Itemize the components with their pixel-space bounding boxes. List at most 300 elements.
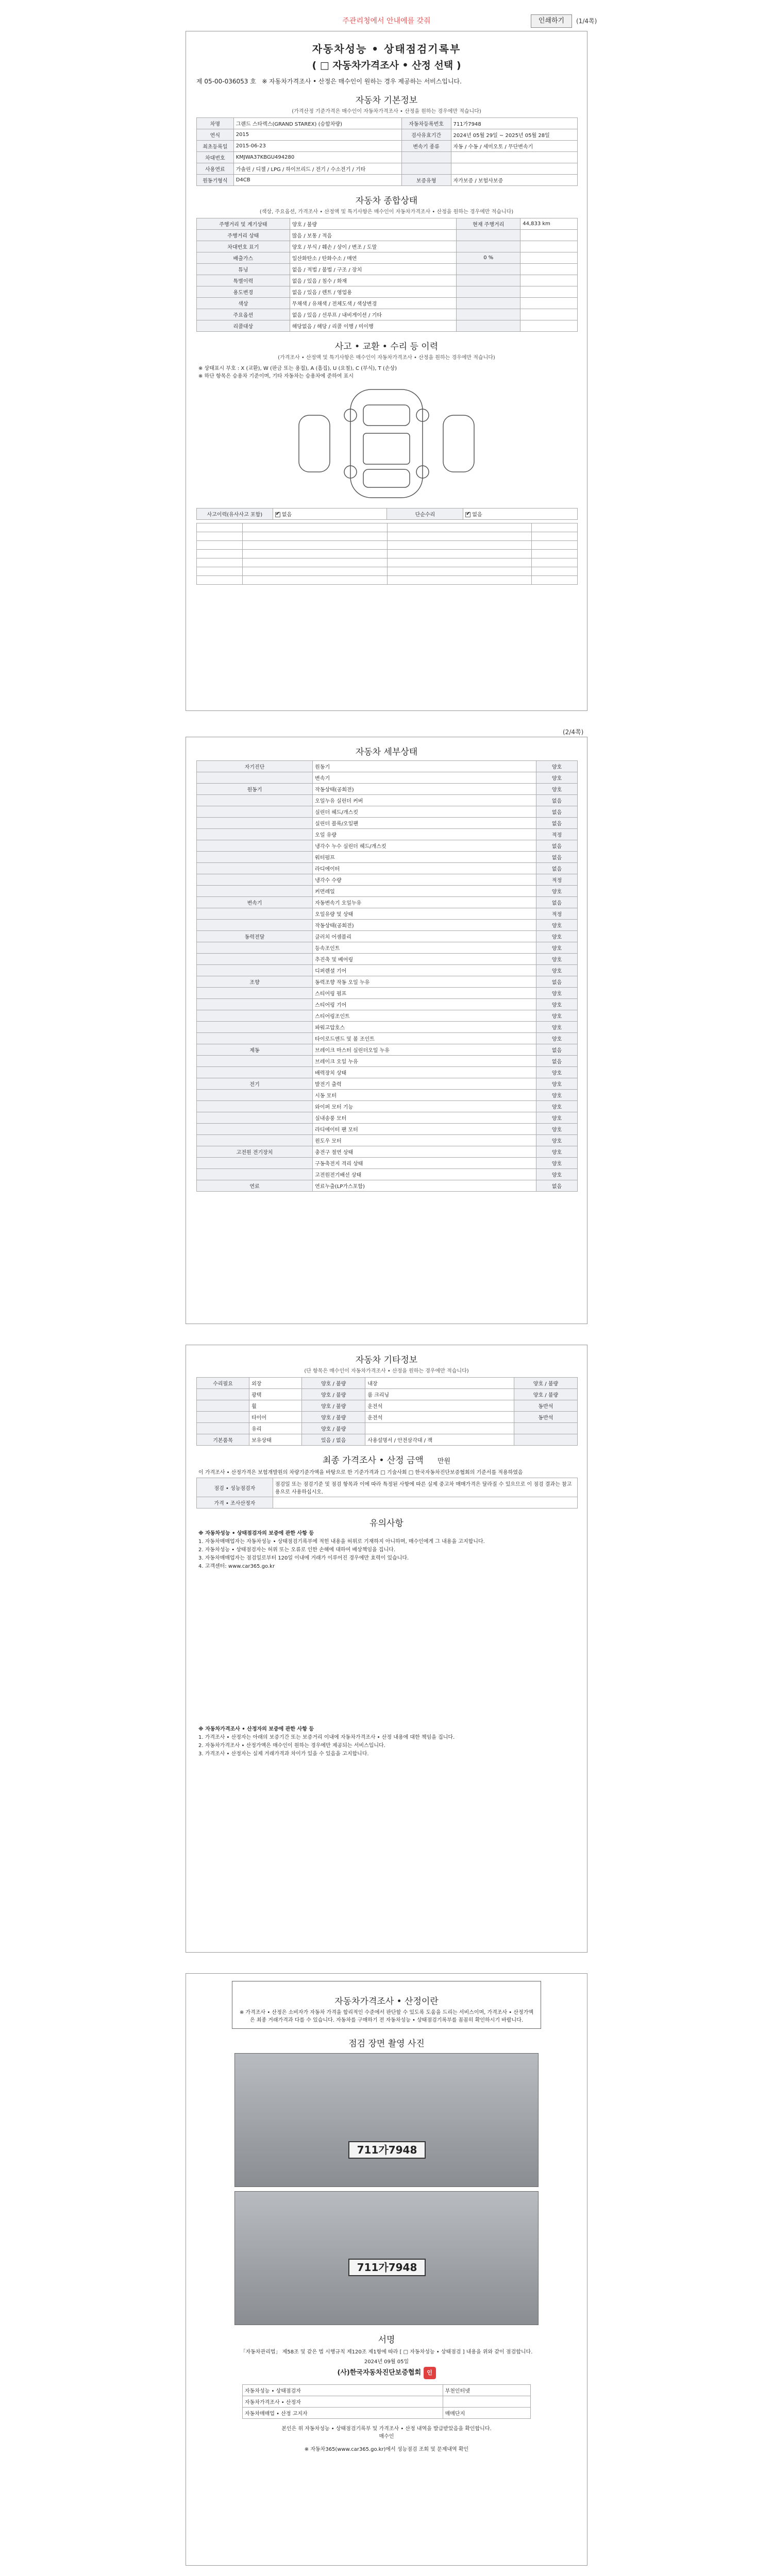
detail-cell: 타이로드엔드 및 볼 조인트	[313, 1033, 536, 1044]
detail-cell: 없음	[536, 852, 578, 863]
detail-row	[197, 1078, 578, 1090]
other-cell: 양호 / 불량	[514, 1389, 577, 1400]
detail-cell: 양호	[536, 1022, 578, 1033]
detail-cell: 오일 유량	[313, 829, 536, 840]
basic-cell: 자가보증 / 보험사보증	[451, 175, 577, 186]
status-cell: 양호 / 불량	[290, 218, 457, 230]
history-value: ✔ 없음	[273, 509, 387, 520]
page-2	[186, 737, 587, 1324]
status-cell	[520, 264, 578, 275]
detail-row	[197, 1135, 578, 1146]
detail-cell	[197, 999, 313, 1010]
other-subtitle: (단 항목은 매수인이 자동차가격조사 • 산정을 원하는 경우에만 적습니다)	[304, 1368, 469, 1374]
detail-title: 자동차 세부상태	[355, 747, 418, 757]
detail-cell: 적정	[536, 829, 578, 840]
detail-row	[197, 920, 578, 931]
basic-table	[196, 117, 578, 186]
basic-cell	[401, 152, 451, 163]
page-footer: ※ 자동차365(www.car365.go.kr)에서 성능점검 조회 및 문제내역 확인	[304, 2447, 469, 2452]
detail-cell: 스티어링 펌프	[313, 988, 536, 999]
detail-cell: 양호	[536, 1101, 578, 1112]
detail-row	[197, 1090, 578, 1101]
detail-row	[197, 1101, 578, 1112]
status-row	[197, 241, 578, 252]
detail-cell	[197, 920, 313, 931]
detail-cell	[197, 772, 313, 784]
detail-cell	[197, 1033, 313, 1044]
other-cell: 양호 / 불량	[514, 1378, 577, 1389]
other-cell	[197, 1389, 249, 1400]
other-cell: 기본품목	[197, 1434, 249, 1446]
doc-title-choice: ( □ 자동차가격조사 • 산정 선택 )	[312, 60, 461, 71]
detail-cell: 실린더 블록/오일팬	[313, 818, 536, 829]
basic-row	[197, 129, 578, 141]
status-cell: 양호 / 부식 / 훼손 / 상이 / 변조 / 도말	[290, 241, 457, 252]
detail-cell: 원동기	[197, 784, 313, 795]
basic-row	[197, 141, 578, 152]
status-cell: 튜닝	[197, 264, 290, 275]
plate-rear: 711가7948	[348, 2259, 426, 2276]
basic-row	[197, 163, 578, 175]
basic-row	[197, 152, 578, 163]
status-row	[197, 286, 578, 298]
accident-table	[196, 508, 578, 520]
other-cell: 양호 / 불량	[302, 1412, 365, 1423]
vehicle-photo-front	[234, 2053, 539, 2187]
status-row	[197, 320, 578, 332]
detail-cell: 연료누출(LP가스포함)	[313, 1180, 536, 1192]
detail-cell: 실내송풍 모터	[313, 1112, 536, 1124]
other-cell: 양호 / 불량	[302, 1423, 365, 1434]
detail-cell: 없음	[536, 1056, 578, 1067]
basic-cell: 연식	[197, 129, 234, 141]
detail-cell	[197, 1090, 313, 1101]
notes-title: 유의사항	[369, 1518, 404, 1529]
detail-cell: 시동 모터	[313, 1090, 536, 1101]
detail-cell: 배력장치 상태	[313, 1067, 536, 1078]
other-cell: 유리	[249, 1423, 302, 1434]
accident-parts-table	[196, 523, 578, 585]
stamp-icon: 인	[424, 2367, 436, 2379]
basic-cell: 가솔린 / 디젤 / LPG / 하이브리드 / 전기 / 수소전기 / 기타	[233, 163, 401, 175]
detail-row	[197, 897, 578, 908]
detail-row	[197, 886, 578, 897]
detail-row	[197, 965, 578, 976]
detail-cell: 발전기 출력	[313, 1078, 536, 1090]
detail-cell	[197, 1056, 313, 1067]
detail-cell: 없음	[536, 897, 578, 908]
detail-cell	[197, 942, 313, 954]
detail-cell: 없음	[536, 818, 578, 829]
detail-row	[197, 942, 578, 954]
detail-cell	[197, 1135, 313, 1146]
status-cell: 용도변경	[197, 286, 290, 298]
detail-row	[197, 976, 578, 988]
status-cell: 리콜대상	[197, 320, 290, 332]
sign-receiver: 매수인	[379, 2434, 394, 2439]
status-cell	[457, 230, 520, 241]
detail-cell: 양호	[536, 886, 578, 897]
other-cell: 운전석	[365, 1400, 514, 1412]
detail-cell: 워터펌프	[313, 852, 536, 863]
status-cell	[457, 286, 520, 298]
detail-cell: 냉각수 누수 실린더 헤드/개스킷	[313, 840, 536, 852]
status-cell: 44,833 km	[520, 218, 578, 230]
detail-cell: 브레이크 오일 누유	[313, 1056, 536, 1067]
notes-body: ※ 자동차성능 • 상태점검자의 보증에 관한 사항 등 1. 자동차매매업자는 자동차성능 • 상태점검기록부에 적힌 내용을 허위로 기재하지 아니하며, 매수인에게 그 내용을 고지합니다. 2. 자동차성능 • 상태점검자는 허위 또는 오류로 인한 손해에 대하여 배상책임을 집니다. 3. 자동차매매업자는 점검일로부터 120일 이내에 거래가 이루어진 경우에만 효력이 있습니다. 4. 고객센터: www.car365.go.kr ※ 자동차가격조사 • 산정자의 보증에 관한 사항 등 1. 가격조사 • 산정자는 아래의 보증기간 또는 보증거리 이내에 자동차가격조사 • 산정 내용에 대한 책임을 집니다. 2. 자동차가격조사 • 산정가액은 매수인이 원하는 경우에만 제공되는 서비스입니다. 3. 가격조사 • 산정자는 실제 거래가격과 차이가 있을 수 있음을 고지합니다.	[198, 1531, 485, 1757]
basic-cell: 변속기 종류	[401, 141, 451, 152]
detail-cell: 등속조인트	[313, 942, 536, 954]
basic-row	[197, 175, 578, 186]
detail-cell: 없음	[536, 863, 578, 874]
accident-subtitle: (가격조사 • 산정액 및 특기사항은 매수인이 자동차가격조사 • 산정을 원하는 경우에만 적습니다)	[278, 355, 495, 361]
detail-row	[197, 1056, 578, 1067]
detail-row	[197, 1044, 578, 1056]
status-cell: 없음 / 있음 / 렌트 / 영업용	[290, 286, 457, 298]
basic-subtitle: (가격산정 기준가격은 매수인이 자동차가격조사 • 산정을 원하는 경우에만 적습니다)	[292, 109, 481, 114]
detail-cell	[197, 840, 313, 852]
detail-cell: 양호	[536, 1067, 578, 1078]
status-cell	[520, 286, 578, 298]
detail-cell: 양호	[536, 942, 578, 954]
basic-cell: 자동차등록번호	[401, 118, 451, 129]
sign-footer: 본인은 위 자동차성능 • 상태점검기록부 및 가격조사 • 산정 내역을 발급받았음을 확인합니다.	[281, 2426, 492, 2432]
other-cell: 룸 크리닝	[365, 1389, 514, 1400]
other-cell: 있음 / 없음	[302, 1434, 365, 1446]
detail-cell	[197, 863, 313, 874]
other-row	[197, 1423, 578, 1434]
history-label: 사고이력(유사사고 포함)	[197, 509, 273, 520]
status-cell: 배출가스	[197, 252, 290, 264]
other-cell: 내장	[365, 1378, 514, 1389]
detail-cell: 없음	[536, 976, 578, 988]
accident-note-2: ※ 하단 항목은 승용차 기준이며, 기타 자동차는 승용차에 준하여 표시	[198, 374, 354, 379]
detail-cell: 연료	[197, 1180, 313, 1192]
detail-row	[197, 818, 578, 829]
status-cell: 없음 / 있음 / 침수 / 화재	[290, 275, 457, 286]
detail-cell: 양호	[536, 920, 578, 931]
status-cell	[520, 252, 578, 264]
page-4	[186, 1973, 587, 2566]
detail-cell: 양호	[536, 1033, 578, 1044]
detail-cell: 구동축전지 격리 상태	[313, 1158, 536, 1169]
accident-note-1: ※ 상태표시 부호 : X (교환), W (판금 또는 용접), A (흠집), U (요철), C (부식), T (손상)	[198, 366, 397, 371]
other-row	[197, 1389, 578, 1400]
status-cell: 없음 / 적법 / 불법 / 구조 / 장치	[290, 264, 457, 275]
photos-title: 점검 장면 촬영 사진	[348, 2039, 425, 2049]
detail-cell: 고전원전기배선 상태	[313, 1169, 536, 1180]
detail-cell: 양호	[536, 1135, 578, 1146]
detail-row	[197, 806, 578, 818]
detail-cell: 양호	[536, 1169, 578, 1180]
status-subtitle: (색상, 주요옵션, 가격조사 • 산정액 및 특기사항은 매수인이 자동차가격조사 • 산정을 원하는 경우에만 적습니다)	[259, 209, 514, 215]
simple-repair-value: ✔ 없음	[463, 509, 578, 520]
sign-table: 자동차성능 • 상태점검자 부천인터넷 자동차가격조사 • 산정자 자동차매매업 • 산정 고지자 매매단지	[242, 2384, 531, 2419]
other-cell: 광택	[249, 1389, 302, 1400]
detail-cell: 클러치 어셈블리	[313, 931, 536, 942]
other-cell: 타이어	[249, 1412, 302, 1423]
basic-cell: 그랜드 스타렉스(GRAND STAREX) (승합차량)	[233, 118, 401, 129]
detail-cell	[197, 818, 313, 829]
doc-no-label: 제	[196, 78, 203, 85]
detail-cell	[197, 874, 313, 886]
detail-table	[196, 760, 578, 1192]
status-cell: 차대번호 표기	[197, 241, 290, 252]
status-title: 자동차 종합상태	[355, 196, 418, 206]
other-cell: 휠	[249, 1400, 302, 1412]
status-cell	[520, 309, 578, 320]
basic-cell	[451, 163, 577, 175]
car-outline-icon	[289, 384, 484, 503]
doc-title: 자동차성능 • 상태점검기록부	[312, 43, 461, 55]
detail-cell: 고전원 전기장치	[197, 1146, 313, 1158]
doc-no-suffix: 호	[250, 78, 256, 85]
detail-cell	[197, 806, 313, 818]
status-row	[197, 298, 578, 309]
detail-row	[197, 1022, 578, 1033]
status-cell: 현재 주행거리	[457, 218, 520, 230]
detail-cell: 실린더 헤드/개스킷	[313, 806, 536, 818]
other-cell: 수리필요	[197, 1378, 249, 1389]
final-note: 이 가격조사 • 산정가격은 보험개발원의 차량기준가액을 바탕으로 한 기준가격과 □ 기술사회 □ 한국자동차진단보증협회의 기준서를 적용하였음	[198, 1470, 523, 1476]
status-cell	[457, 298, 520, 309]
status-cell	[520, 241, 578, 252]
choice-box: 자동차가격조사 • 산정이란 ※ 가격조사 • 산정은 소비자가 자동차 가격을 합리적인 수준에서 판단할 수 있도록 도움을 드리는 서비스이며, 가격조사 • 산정가액은 최종 거래가격과 다를 수 있습니다. 자동차를 구매하기 전 자동차성능 • 상태점검기록부를 꼼꼼히 확인하시기 바랍니다.	[232, 1981, 541, 2029]
detail-cell: 조향	[197, 976, 313, 988]
detail-cell	[197, 1112, 313, 1124]
other-cell: 보유상태	[249, 1434, 302, 1446]
status-cell: 색상	[197, 298, 290, 309]
detail-cell: 양호	[536, 1010, 578, 1022]
detail-cell: 전기	[197, 1078, 313, 1090]
status-cell: 주행거리 및 계기상태	[197, 218, 290, 230]
detail-row	[197, 988, 578, 999]
status-row	[197, 230, 578, 241]
page-1	[186, 31, 587, 711]
doc-number-line	[196, 77, 587, 86]
basic-cell: D4CB	[233, 175, 401, 186]
detail-row	[197, 1169, 578, 1180]
detail-cell	[197, 1010, 313, 1022]
detail-cell: 브레이크 마스터 실린더오일 누유	[313, 1044, 536, 1056]
detail-cell: 양호	[536, 761, 578, 772]
other-cell	[514, 1434, 577, 1446]
detail-cell	[197, 1124, 313, 1135]
detail-cell: 없음	[536, 1044, 578, 1056]
other-cell	[197, 1412, 249, 1423]
detail-cell: 오일유량 및 상태	[313, 908, 536, 920]
other-row	[197, 1434, 578, 1446]
doc-no: 05-00-036053	[204, 78, 248, 85]
other-cell: 동반석	[514, 1412, 577, 1423]
other-row	[197, 1378, 578, 1389]
detail-row	[197, 874, 578, 886]
detail-cell: 라디에이터	[313, 863, 536, 874]
detail-cell: 양호	[536, 1078, 578, 1090]
sign-company: (사)한국자동차진단보증협회 인	[186, 2367, 587, 2379]
detail-row	[197, 1124, 578, 1135]
sign-date: 2024년 09월 05일	[364, 2359, 409, 2365]
detail-cell: 양호	[536, 1124, 578, 1135]
detail-cell	[197, 1101, 313, 1112]
status-cell	[457, 264, 520, 275]
plate-front: 711가7948	[348, 2141, 426, 2159]
status-cell	[520, 275, 578, 286]
status-cell: 해당없음 / 해당 / 리콜 이행 / 미이행	[290, 320, 457, 332]
other-cell: 외장	[249, 1378, 302, 1389]
basic-cell	[451, 152, 577, 163]
status-row	[197, 264, 578, 275]
basic-cell: 보증유형	[401, 175, 451, 186]
other-cell	[365, 1423, 514, 1434]
detail-cell	[197, 965, 313, 976]
top-bar	[0, 0, 773, 31]
detail-row	[197, 999, 578, 1010]
detail-cell: 파워고압호스	[313, 1022, 536, 1033]
other-row	[197, 1412, 578, 1423]
basic-cell: 2015-06-23	[233, 141, 401, 152]
status-cell: 많음 / 보통 / 적음	[290, 230, 457, 241]
detail-cell: 작동상태(공회전)	[313, 784, 536, 795]
status-cell: 무채색 / 유채색 / 전체도색 / 색상변경	[290, 298, 457, 309]
top-notice: 주관리청에서 안내에를 갖줘	[342, 17, 431, 25]
detail-cell: 오일누유 실린더 커버	[313, 795, 536, 806]
basic-cell: 최초등록일	[197, 141, 234, 152]
final-title: 최종 가격조사 • 산정 금액 만원	[322, 1455, 451, 1466]
status-cell: 주요옵션	[197, 309, 290, 320]
detail-cell: 동력조향 작동 오일 누유	[313, 976, 536, 988]
detail-cell: 와이퍼 모터 기능	[313, 1101, 536, 1112]
detail-cell: 제동	[197, 1044, 313, 1056]
basic-cell: 2024년 05월 29일 ~ 2025년 05월 28일	[451, 129, 577, 141]
detail-cell	[197, 954, 313, 965]
other-row	[197, 1400, 578, 1412]
detail-cell: 양호	[536, 965, 578, 976]
detail-cell	[197, 795, 313, 806]
detail-row	[197, 840, 578, 852]
detail-row	[197, 761, 578, 772]
detail-row	[197, 908, 578, 920]
final-table: 점검 • 성능점검자 점검일 또는 점검기준 및 점검 항목과 이에 따라 특정된 사항에 따른 실제 중고차 매매가격은 달라질 수 있으므로 이 점검 결과는 참고용으로 사용하십시오. 가격 • 조사산정자	[196, 1478, 578, 1509]
detail-cell: 디퍼렌셜 기어	[313, 965, 536, 976]
basic-cell: 차대번호	[197, 152, 234, 163]
accident-title: 사고 • 교환 • 수리 등 이력	[334, 342, 439, 352]
print-button[interactable]: 인쇄하기	[531, 14, 572, 28]
detail-cell: 변속기	[313, 772, 536, 784]
detail-cell: 변속기	[197, 897, 313, 908]
detail-cell: 원동기	[313, 761, 536, 772]
status-cell	[520, 230, 578, 241]
detail-row	[197, 931, 578, 942]
detail-cell	[197, 908, 313, 920]
detail-cell: 양호	[536, 931, 578, 942]
status-table	[196, 218, 578, 332]
basic-cell: 사용연료	[197, 163, 234, 175]
detail-cell: 없음	[536, 795, 578, 806]
detail-cell	[197, 886, 313, 897]
status-row	[197, 218, 578, 230]
basic-cell: 2015	[233, 129, 401, 141]
detail-cell	[197, 829, 313, 840]
detail-cell: 스티어링 기어	[313, 999, 536, 1010]
basic-cell: 자동 / 수동 / 세미오토 / 무단변속기	[451, 141, 577, 152]
detail-cell	[197, 1067, 313, 1078]
car-diagram	[289, 384, 484, 503]
page-3	[186, 1345, 587, 1953]
vehicle-photo-rear	[234, 2191, 539, 2325]
status-cell	[457, 309, 520, 320]
detail-row	[197, 954, 578, 965]
detail-row	[197, 852, 578, 863]
detail-cell: 커먼레일	[313, 886, 536, 897]
detail-cell: 냉각수 수량	[313, 874, 536, 886]
detail-row	[197, 1067, 578, 1078]
basic-cell	[401, 163, 451, 175]
detail-cell: 양호	[536, 954, 578, 965]
status-row	[197, 309, 578, 320]
detail-cell: 충전구 절연 상태	[313, 1146, 536, 1158]
detail-row	[197, 1033, 578, 1044]
status-cell: 일산화탄소 / 탄화수소 / 매연	[290, 252, 457, 264]
detail-cell	[197, 1158, 313, 1169]
detail-row	[197, 1158, 578, 1169]
detail-row	[197, 772, 578, 784]
detail-cell: 적정	[536, 908, 578, 920]
basic-cell: 원동기형식	[197, 175, 234, 186]
detail-row	[197, 1112, 578, 1124]
status-cell: 특별이력	[197, 275, 290, 286]
detail-cell	[197, 852, 313, 863]
detail-cell: 양호	[536, 784, 578, 795]
detail-cell: 양호	[536, 772, 578, 784]
detail-cell: 동력전달	[197, 931, 313, 942]
page-2-label: (2/4쪽)	[563, 728, 584, 736]
detail-cell: 라디에이터 팬 모터	[313, 1124, 536, 1135]
status-cell: 없음 / 있음 / 선루프 / 내비게이션 / 기타	[290, 309, 457, 320]
detail-cell: 양호	[536, 988, 578, 999]
other-cell: 양호 / 불량	[302, 1378, 365, 1389]
basic-cell: 검사유효기간	[401, 129, 451, 141]
sign-title: 서명	[378, 2335, 395, 2345]
detail-row	[197, 829, 578, 840]
detail-cell: 자동변속기 오일누유	[313, 897, 536, 908]
page-number: (1/4쪽)	[576, 18, 597, 25]
status-row	[197, 275, 578, 286]
detail-cell: 없음	[536, 840, 578, 852]
detail-row	[197, 863, 578, 874]
detail-cell: 없음	[536, 1180, 578, 1192]
other-cell	[197, 1423, 249, 1434]
other-cell: 양호 / 불량	[302, 1389, 365, 1400]
detail-cell: 양호	[536, 1146, 578, 1158]
other-cell	[514, 1423, 577, 1434]
detail-cell: 윈도우 모터	[313, 1135, 536, 1146]
detail-cell: 추진축 및 베어링	[313, 954, 536, 965]
detail-cell: 적정	[536, 874, 578, 886]
detail-cell: 없음	[536, 806, 578, 818]
status-cell: 0 %	[457, 252, 520, 264]
other-cell: 양호 / 불량	[302, 1400, 365, 1412]
other-cell	[197, 1400, 249, 1412]
status-cell	[457, 320, 520, 332]
simple-repair-label: 단순수리	[387, 509, 463, 520]
detail-cell: 양호	[536, 1158, 578, 1169]
status-cell	[520, 320, 578, 332]
sign-law: 「자동차관리법」 제58조 및 같은 법 시행규칙 제120조 제1항에 따라 [ □ 자동차성능 • 상태점검 ] 내용을 위와 같이 점검합니다.	[240, 2349, 533, 2355]
other-title: 자동차 기타정보	[355, 1355, 418, 1365]
other-cell: 운전석	[365, 1412, 514, 1423]
detail-cell: 작동상태(공회전)	[313, 920, 536, 931]
